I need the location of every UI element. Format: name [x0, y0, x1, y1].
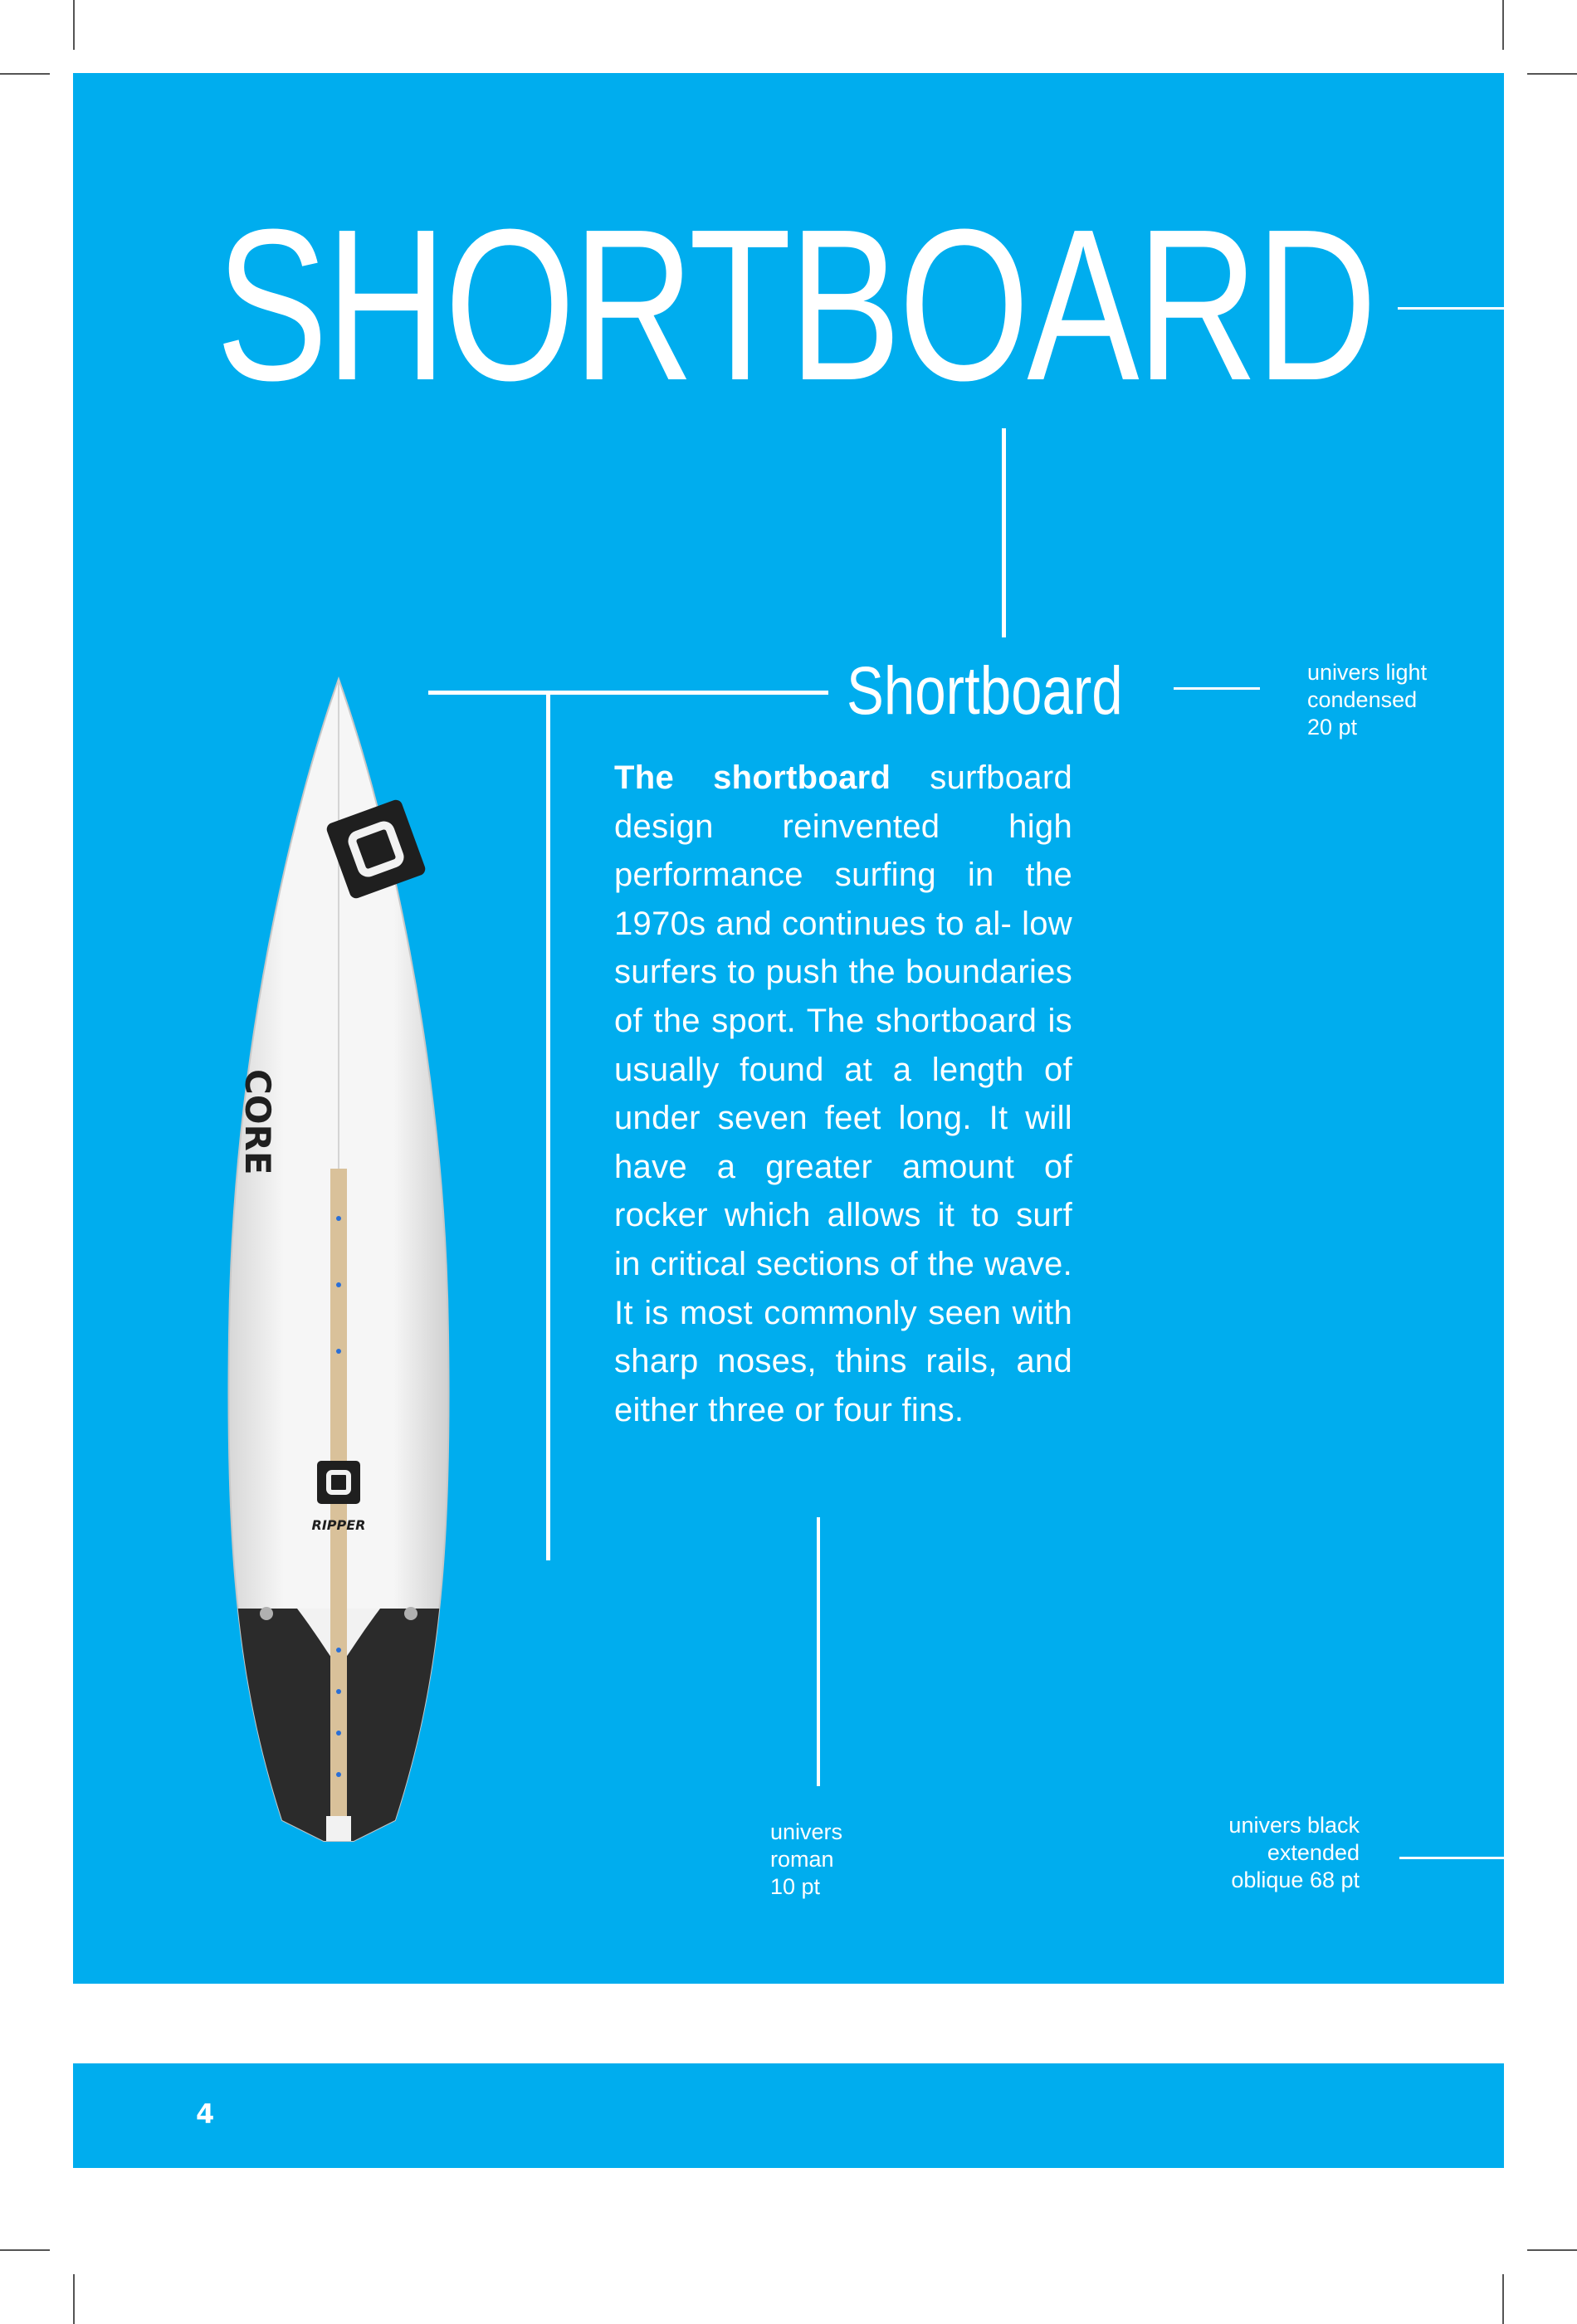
body-text: surfboard design reinvented high performance surfing in the 1970s and continues to al- low surfers to push the boundaries of the sport. The shortboard is usually found at a length of under seven feet long. It will have a greater amount of rocker which allows it to surf in critical sections of the wave. It is most commonly seen with sharp noses, thins rails, and either three or four fins.	[614, 759, 1072, 1428]
surfboard-image	[198, 671, 480, 1870]
crop-mark	[1527, 73, 1577, 75]
crop-mark	[73, 2274, 75, 2324]
subtitle-right-rule	[1174, 687, 1260, 690]
title-font-note: univers black extended oblique 68 pt	[1228, 1813, 1360, 1892]
section-subtitle: Shortboard	[847, 653, 1123, 729]
title-guide-line	[1398, 307, 1504, 310]
content-panel	[73, 73, 1504, 1984]
page-number: 4	[196, 2098, 215, 2130]
vertical-guide-top	[1002, 428, 1006, 637]
body-left-rule	[546, 692, 550, 1560]
brand-label: CORE	[237, 1069, 278, 1175]
crop-mark	[0, 73, 50, 75]
page-title: SHORTBOARD	[216, 185, 1375, 426]
title-font-guide-line	[1399, 1857, 1504, 1859]
body-lead: The shortboard	[614, 759, 891, 796]
body-font-note: univers roman 10 pt	[770, 1819, 843, 1899]
subtitle-left-rule	[428, 691, 828, 695]
vertical-guide-bottom	[817, 1517, 820, 1786]
body-paragraph	[614, 754, 1072, 1434]
brand-wordmark	[237, 1069, 278, 1175]
crop-mark	[73, 0, 75, 50]
footer-bar	[73, 2063, 1504, 2168]
subtitle-font-note: univers light condensed 20 pt	[1307, 660, 1428, 740]
crop-mark	[1502, 2274, 1504, 2324]
crop-mark	[1527, 2249, 1577, 2251]
crop-mark	[0, 2249, 50, 2251]
small-logo-icon	[317, 1461, 360, 1504]
crop-mark	[1502, 0, 1504, 50]
model-label: RIPPER	[311, 1517, 366, 1533]
